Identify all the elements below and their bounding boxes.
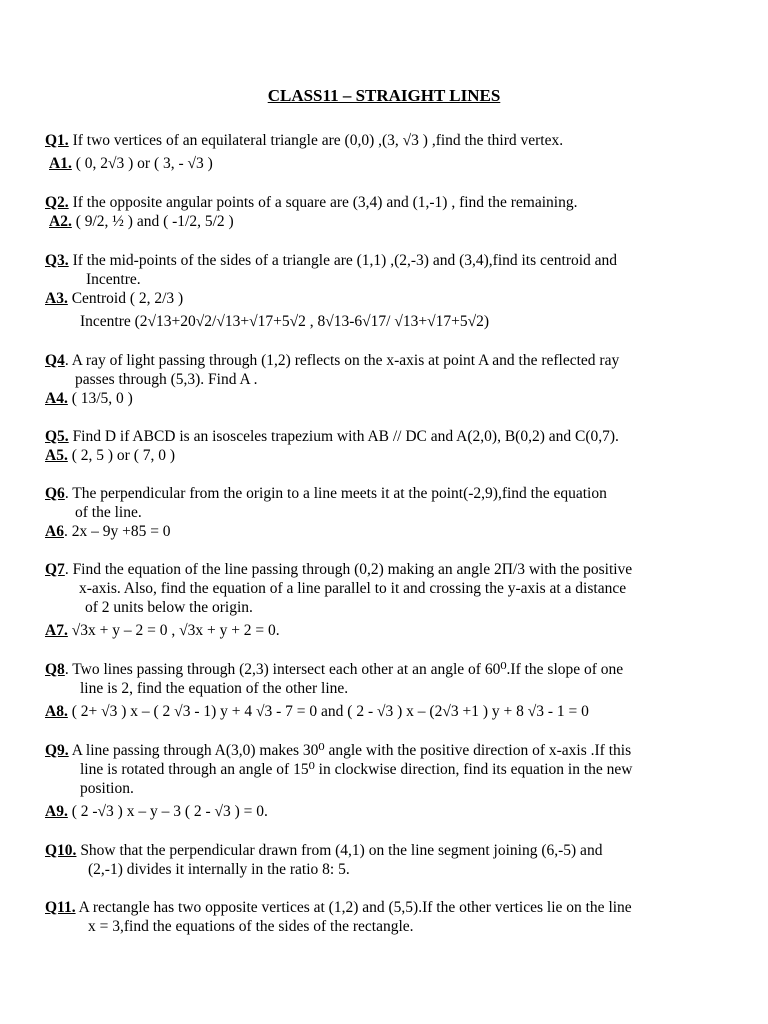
answer-3-continuation: Incentre (2√13+20√2/√13+√17+5√2 , 8√13-6√17/ √13+√17+5√2) [80,313,490,330]
question-text: If the opposite angular points of a square are (3,4) and (1,-1) , find the remaining. [72,194,578,211]
question-10-continuation: (2,-1) divides it internally in the ratio 8: 5. [88,861,350,878]
question-label: Q11. [45,899,76,916]
question-6 [45,484,607,504]
question-text: . A ray of light passing through (1,2) reflects on the x-axis at point A and the reflected ray [64,352,620,369]
question-9-continuation: line is rotated through an angle of 15⁰ in clockwise direction, find its equation in the new [80,761,633,778]
answer-5 [45,446,175,466]
question-4 [45,351,619,371]
question-label: Q5. [45,428,69,445]
question-2 [45,193,577,213]
answer-text: ( 2, 5 ) or ( 7, 0 ) [71,447,176,464]
question-text: . Find the equation of the line passing through (0,2) making an angle 2Π/3 with the positive [64,561,633,578]
question-label: Q2. [45,194,69,211]
question-1 [45,131,563,151]
question-text: A rectangle has two opposite vertices at (1,2) and (5,5).If the other vertices lie on the line [78,899,632,916]
answer-9 [45,802,268,822]
answer-label: A7. [45,622,68,639]
question-11 [45,898,632,918]
question-5 [45,427,619,447]
answer-text: . 2x – 9y +85 = 0 [63,523,171,540]
answer-3 [45,289,183,309]
question-6-continuation: of the line. [75,504,142,521]
question-3 [45,251,617,271]
question-label: Q9. [45,742,69,759]
answer-label: A1. [49,155,72,172]
answer-text: Centroid ( 2, 2/3 ) [71,290,184,307]
answer-label: A8. [45,703,68,720]
answer-text: √3x + y – 2 = 0 , √3x + y + 2 = 0. [71,622,280,639]
question-text: Show that the perpendicular drawn from (4,1) on the line segment joining (6,-5) and [80,842,603,859]
question-label: Q1. [45,132,69,149]
question-label: Q3. [45,252,69,269]
answer-label: A9. [45,803,68,820]
question-7-continuation: x-axis. Also, find the equation of a line parallel to it and crossing the y-axis at a distance [79,580,627,597]
question-3-continuation: Incentre. [86,271,141,288]
answer-text: ( 13/5, 0 ) [71,390,133,407]
answer-text: ( 0, 2√3 ) or ( 3, - √3 ) [75,155,213,172]
answer-8 [45,702,589,722]
question-8-continuation: line is 2, find the equation of the other line. [80,680,349,697]
answer-text: ( 2 -√3 ) x – y – 3 ( 2 - √3 ) = 0. [71,803,268,820]
answer-4 [45,389,133,409]
question-text: . The perpendicular from the origin to a line meets it at the point(-2,9),find the equation [64,485,607,502]
answer-6 [45,522,171,542]
question-text: Find D if ABCD is an isosceles trapezium with AB // DC and A(2,0), B(0,2) and C(0,7). [72,428,619,445]
question-label: Q4 [45,352,65,369]
answer-7 [45,621,280,641]
question-text: . Two lines passing through (2,3) intersect each other at an angle of 60⁰.If the slope of one [64,661,624,678]
question-4-continuation: passes through (5,3). Find A . [75,371,258,388]
question-label: Q7 [45,561,65,578]
answer-text: ( 9/2, ½ ) and ( -1/2, 5/2 ) [75,213,234,230]
question-8 [45,660,623,680]
answer-1 [49,154,213,174]
answer-label: A6 [45,523,64,540]
answer-label: A3. [45,290,68,307]
question-text: If two vertices of an equilateral triangle are (0,0) ,(3, √3 ) ,find the third vertex. [72,132,564,149]
question-text: A line passing through A(3,0) makes 30⁰ angle with the positive direction of x-axis .If this [71,742,632,759]
question-label: Q10. [45,842,77,859]
question-9-continuation-2: position. [80,780,134,797]
answer-label: A4. [45,390,68,407]
answer-label: A5. [45,447,68,464]
question-7-continuation-2: of 2 units below the origin. [85,599,253,616]
question-10 [45,841,602,861]
question-11-continuation: x = 3,find the equations of the sides of the rectangle. [88,918,414,935]
answer-label: A2. [49,213,72,230]
question-7 [45,560,632,580]
question-text: If the mid-points of the sides of a triangle are (1,1) ,(2,-3) and (3,4),find its centroid and [72,252,618,269]
page-title: CLASS11 – STRAIGHT LINES [267,86,501,105]
question-label: Q8 [45,661,65,678]
question-9 [45,741,631,761]
answer-text: ( 2+ √3 ) x – ( 2 √3 - 1) y + 4 √3 - 7 = 0 and ( 2 - √3 ) x – (2√3 +1 ) y + 8 √3 - 1 = 0 [71,703,589,720]
answer-2 [49,212,234,232]
question-label: Q6 [45,485,65,502]
